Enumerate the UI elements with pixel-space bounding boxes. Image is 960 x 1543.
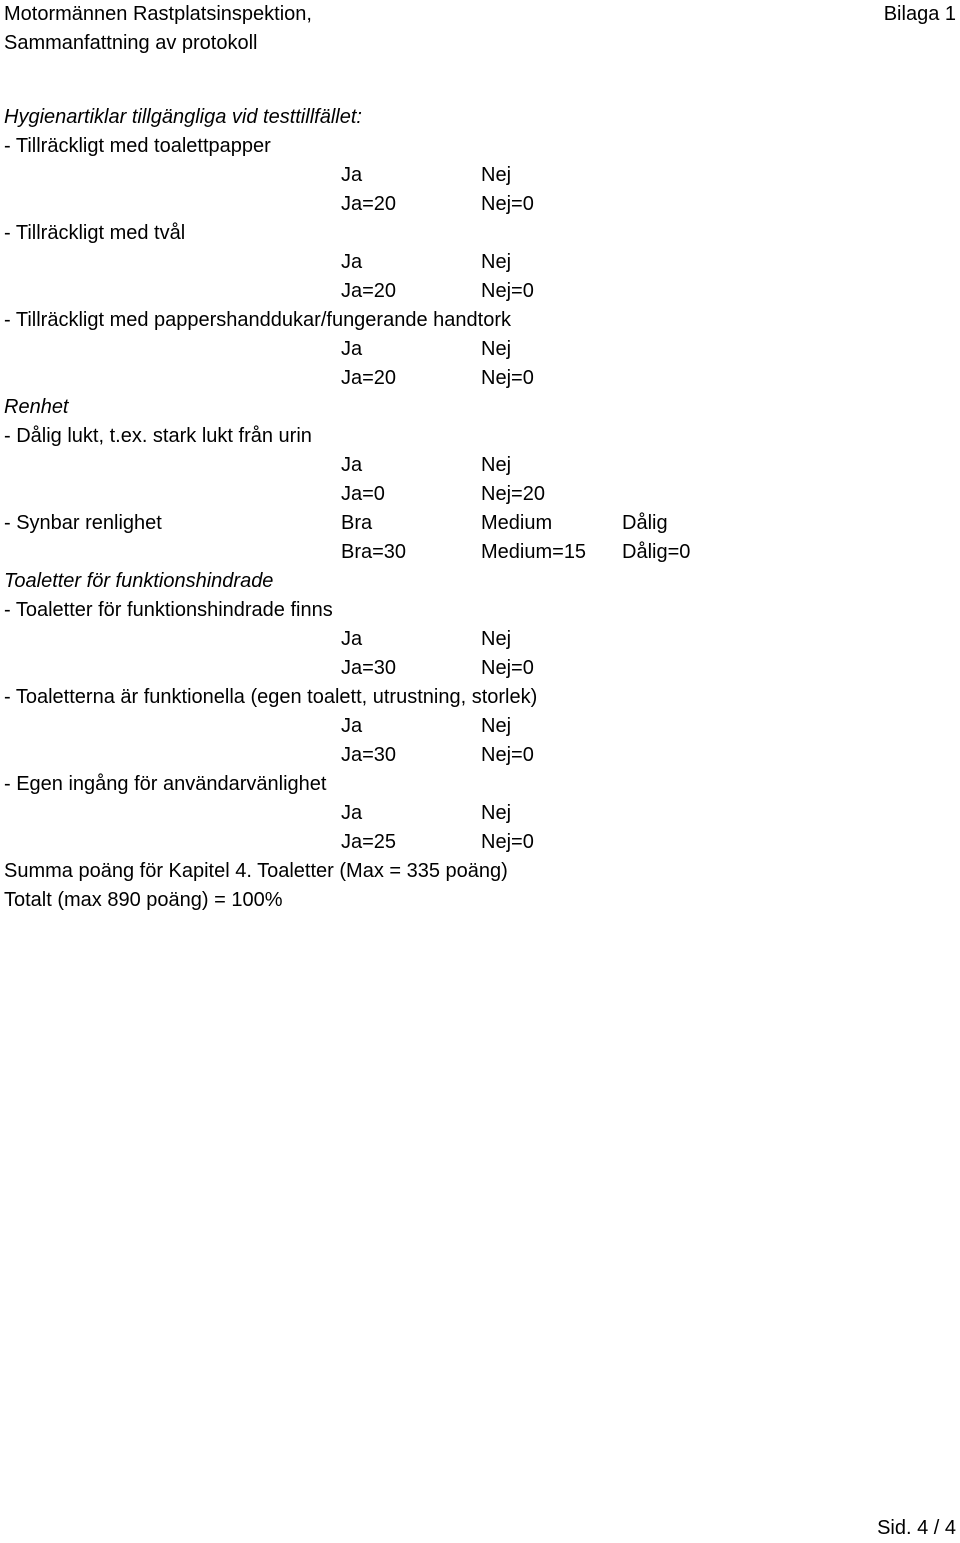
question-label: - Egen ingång för användarvänlighet (4, 773, 327, 795)
option-yes: Ja (341, 251, 363, 273)
score-good: Bra=30 (341, 541, 407, 563)
answer-options-row (4, 712, 954, 741)
answer-scores-row (4, 741, 954, 770)
score-no: Nej=0 (481, 831, 534, 853)
question-label: - Tillräckligt med toalettpapper (4, 135, 271, 157)
answer-scores-row (4, 190, 954, 219)
option-no: Nej (481, 715, 512, 737)
answer-scores-row (4, 538, 954, 567)
option-bad: Dålig (622, 512, 668, 534)
question-label: - Toaletter för funktionshindrade finns (4, 599, 333, 621)
option-yes: Ja (341, 802, 363, 824)
document-header (4, 0, 312, 58)
score-no: Nej=0 (481, 280, 534, 302)
score-yes: Ja=0 (341, 483, 385, 505)
option-yes: Ja (341, 454, 363, 476)
score-yes: Ja=20 (341, 193, 397, 215)
option-yes: Ja (341, 715, 363, 737)
score-no: Nej=0 (481, 744, 534, 766)
score-yes: Ja=30 (341, 744, 397, 766)
question-label: - Dålig lukt, t.ex. stark lukt från urin (4, 425, 312, 447)
question-label: - Synbar renlighet (4, 512, 162, 534)
answer-scores-row (4, 480, 954, 509)
score-no: Nej=0 (481, 657, 534, 679)
answer-options-row (4, 335, 954, 364)
answer-options-row (4, 509, 954, 538)
answer-scores-row (4, 654, 954, 683)
question-label: - Tillräckligt med pappershanddukar/fungerande handtork (4, 309, 511, 331)
chapter-total: Summa poäng för Kapitel 4. Toaletter (Max = 335 poäng) (4, 860, 508, 882)
header-title-line2: Sammanfattning av protokoll (4, 32, 258, 54)
question-label: - Toaletterna är funktionella (egen toalett, utrustning, storlek) (4, 686, 538, 708)
option-no: Nej (481, 164, 512, 186)
option-no: Nej (481, 802, 512, 824)
option-no: Nej (481, 251, 512, 273)
section-heading-hygiene: Hygienartiklar tillgängliga vid testtillfället: (4, 106, 362, 128)
section-heading-accessible: Toaletter för funktionshindrade (4, 570, 274, 592)
appendix-label: Bilaga 1 (883, 3, 956, 25)
score-yes: Ja=30 (341, 657, 397, 679)
option-yes: Ja (341, 164, 363, 186)
option-no: Nej (481, 628, 512, 650)
page-number: Sid. 4 / 4 (877, 1517, 956, 1539)
answer-options-row (4, 248, 954, 277)
grand-total: Totalt (max 890 poäng) = 100% (4, 889, 283, 911)
option-good: Bra (341, 512, 373, 534)
answer-scores-row (4, 277, 954, 306)
answer-options-row (4, 799, 954, 828)
score-medium: Medium=15 (481, 541, 587, 563)
answer-options-row (4, 451, 954, 480)
question-label: - Tillräckligt med tvål (4, 222, 186, 244)
option-yes: Ja (341, 338, 363, 360)
score-no: Nej=20 (481, 483, 545, 505)
header-title-line1: Motormännen Rastplatsinspektion, (4, 3, 312, 25)
score-yes: Ja=20 (341, 280, 397, 302)
section-heading-cleanliness: Renhet (4, 396, 69, 418)
answer-options-row (4, 625, 954, 654)
option-yes: Ja (341, 628, 363, 650)
score-no: Nej=0 (481, 367, 534, 389)
score-no: Nej=0 (481, 193, 534, 215)
option-no: Nej (481, 338, 512, 360)
answer-scores-row (4, 828, 954, 857)
answer-options-row (4, 161, 954, 190)
score-yes: Ja=20 (341, 367, 397, 389)
option-medium: Medium (481, 512, 553, 534)
answer-scores-row (4, 364, 954, 393)
score-bad: Dålig=0 (622, 541, 691, 563)
score-yes: Ja=25 (341, 831, 397, 853)
option-no: Nej (481, 454, 512, 476)
protocol-summary (4, 103, 954, 915)
